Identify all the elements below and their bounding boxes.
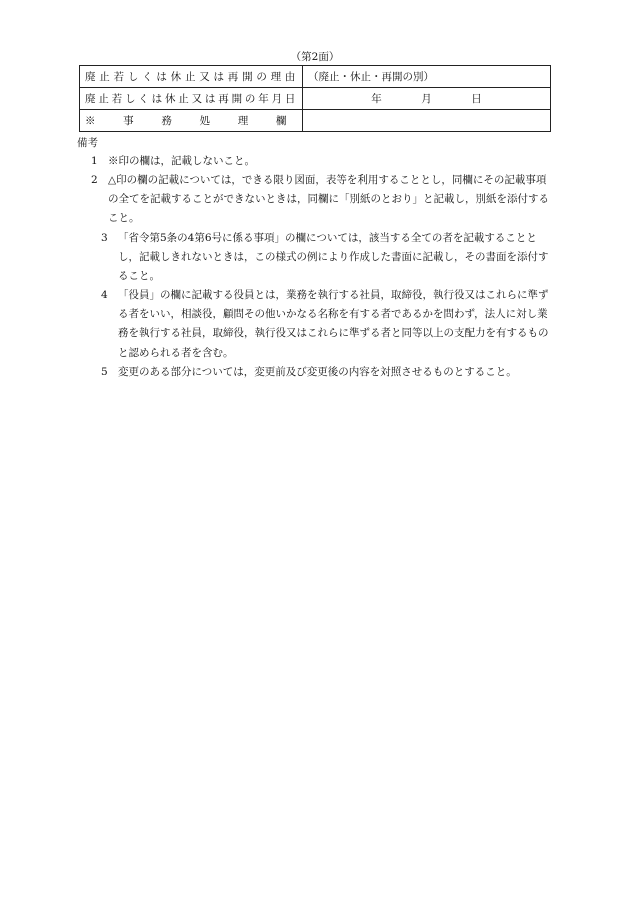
- remark-note-1: [91, 152, 551, 171]
- note-text: △印の欄の記載については，できる限り図面，表等を利用することとし，同欄にその記載事項の全てを記載することができないときは，同欄に「別紙のとおり」と記載し，別紙を添付すること。: [108, 174, 549, 225]
- note-number: 2: [91, 174, 98, 186]
- date-value: [303, 88, 551, 110]
- table-row: [80, 66, 551, 88]
- remark-note-2: [91, 171, 551, 229]
- remark-note-5: [101, 363, 551, 382]
- note-number: 4: [101, 289, 108, 301]
- table-row: [80, 110, 551, 132]
- remarks-title: 備考: [77, 137, 98, 149]
- remark-note-4: [101, 286, 551, 363]
- office-use-label: ※事務処理欄: [80, 110, 303, 132]
- month-label: 月: [421, 92, 432, 105]
- day-label: 日: [471, 92, 482, 105]
- date-label: 廃止若しくは休止又は再開の年月日: [80, 88, 303, 110]
- reason-value: （廃止・休止・再開の別）: [303, 66, 551, 88]
- note-number: 3: [101, 232, 108, 244]
- office-use-value: [303, 110, 551, 132]
- note-text: 変更のある部分については，変更前及び変更後の内容を対照させるものとすること。: [118, 366, 517, 378]
- note-text: 「省令第5条の4第6号に係る事項」の欄については，該当する全ての者を記載することとし，記載しきれないときは，この様式の例により作成した書面に記載し，その書面を添付すること。: [118, 232, 549, 283]
- page-heading: （第2面）: [290, 51, 340, 63]
- year-label: 年: [371, 92, 382, 105]
- note-number: 1: [91, 155, 98, 167]
- note-number: 5: [101, 366, 108, 378]
- reason-label: 廃止若しくは休止又は再開の理由: [80, 66, 303, 88]
- note-text: ※印の欄は，記載しないこと。: [108, 155, 255, 167]
- table-row: [80, 88, 551, 110]
- notification-table: [79, 65, 551, 132]
- remark-note-3: [101, 229, 551, 287]
- note-text: 「役員」の欄に記載する役員とは，業務を執行する社員，取締役，執行役又はこれらに準ずる者をいい，相談役，顧問その他いかなる名称を有する者であるかを問わず，法人に対し業務を執行する社員，取締役，執行役又はこれらに準ずる者と同等以上の支配力を有するものと認められる者を含む。: [118, 289, 549, 359]
